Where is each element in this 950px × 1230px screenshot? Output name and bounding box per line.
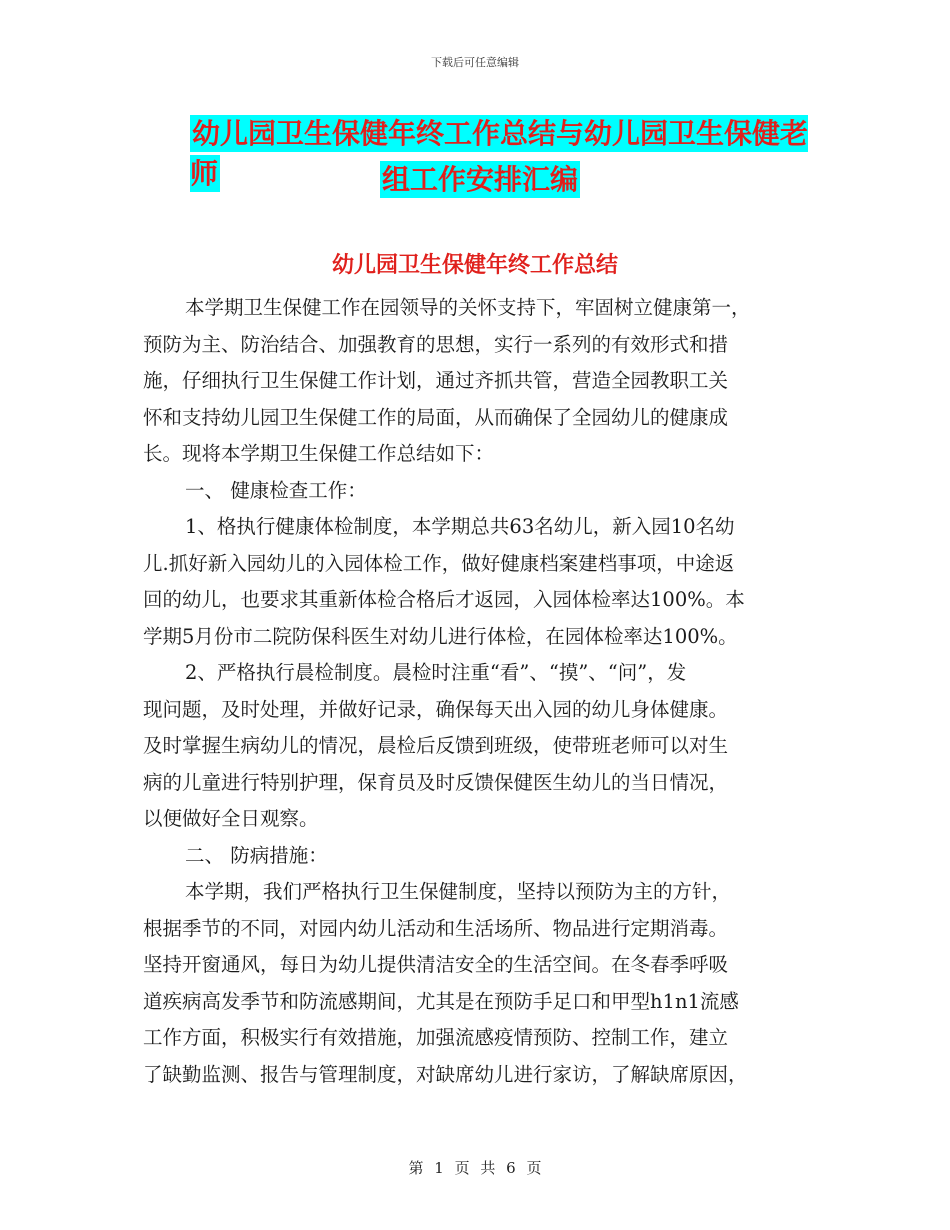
text-line: 长。现将本学期卫生保健工作总结如下：	[143, 442, 495, 465]
text-line: 现问题，及时处理，并做好记录，确保每天出入园的幼儿身体健康。	[143, 697, 729, 721]
text-line: 工作方面，积极实行有效措施，加强流感疫情预防、控制工作，建立	[143, 1026, 729, 1049]
text-line: 预防为主、防治结合、加强教育的思想，实行一系列的有效形式和措	[143, 332, 729, 356]
text-line: 病的儿童进行特别护理，保育员及时反馈保健医生幼儿的当日情况，	[143, 770, 729, 794]
text-line: 1、格执行健康体检制度，本学期总共63名幼儿，新入园10名幼	[185, 515, 735, 538]
document-title-line-2	[380, 158, 950, 198]
text-line: 学期5月份市二院防保科医生对幼儿进行体检，在园体检率达100%。	[143, 624, 738, 648]
text-line: 怀和支持幼儿园卫生保健工作的局面，从而确保了全园幼儿的健康成	[143, 405, 729, 429]
section-title: 幼儿园卫生保健年终工作总结	[331, 253, 618, 278]
text-line: 坚持开窗通风，每日为幼儿提供清洁安全的生活空间。在冬春季呼吸	[143, 953, 729, 976]
title-highlight: 组工作安排汇编	[382, 163, 579, 196]
heading-prevention: 二、 防病措施：	[185, 843, 328, 867]
text-line: 儿.抓好新入园幼儿的入园体检工作，做好健康档案建档事项，中途返	[143, 551, 735, 575]
heading-health-check: 一、 健康检查工作：	[185, 478, 367, 502]
text-line: 了缺勤监测、报告与管理制度，对缺席幼儿进行家访，了解缺席原因，	[143, 1062, 748, 1086]
text-line: 施，仔细执行卫生保健工作计划，通过齐抓共管，营造全园教职工关	[143, 369, 729, 392]
text-line: 及时掌握生病幼儿的情况，晨检后反馈到班级，使带班老师可以对生	[143, 734, 729, 757]
body-text	[143, 290, 811, 1093]
text-line: 根据季节的不同，对园内幼儿活动和生活场所、物品进行定期消毒。	[143, 916, 729, 940]
text-line: 本学期，我们严格执行卫生保健制度，坚持以预防为主的方针，	[185, 880, 732, 903]
text-line: 回的幼儿，也要求其重新体检合格后才返园，入园体检率达100%。本	[143, 588, 745, 611]
text-line: 以便做好全日观察。	[143, 807, 319, 830]
text-line: 2、严格执行晨检制度。晨检时注重“看”、“摸”、“问”，发	[185, 661, 687, 684]
title-highlight: 幼儿园卫生保健年终工作总结与幼儿园卫生保健老师	[190, 117, 809, 190]
text-line: 本学期卫生保健工作在园领导的关怀支持下，牢固树立健康第一，	[185, 296, 751, 319]
text-line: 道疾病高发季节和防流感期间，尤其是在预防手足口和甲型h1n1流感	[143, 989, 739, 1013]
page-footer: 第 1 页 共 6 页	[408, 1159, 542, 1177]
header-note: 下载后可任意编辑	[431, 56, 519, 69]
